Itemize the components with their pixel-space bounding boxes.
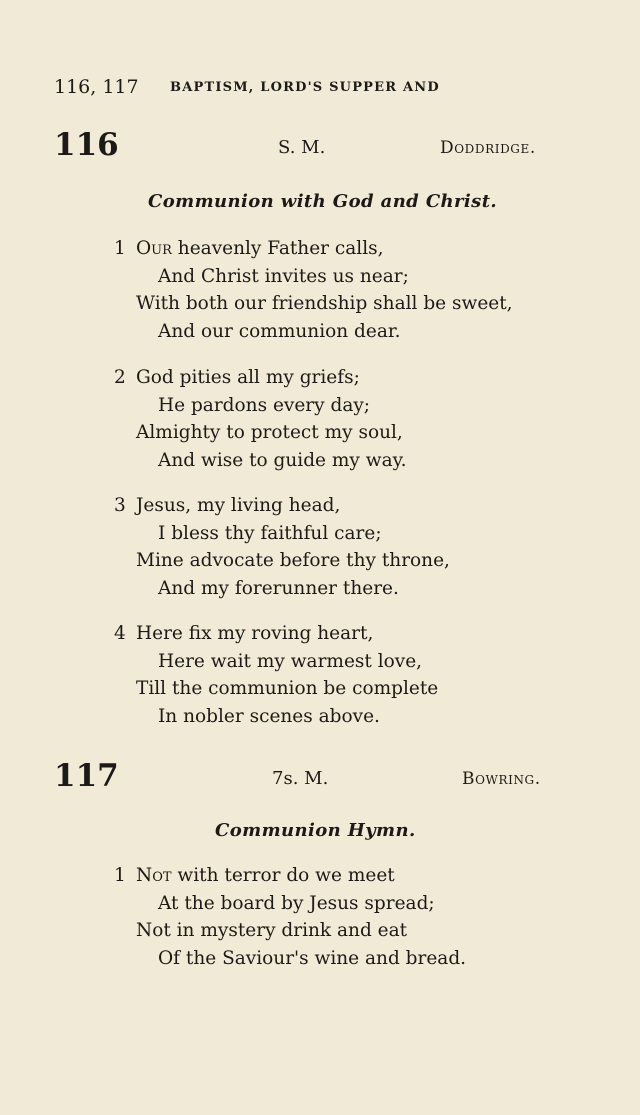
verse-line: At the board by Jesus spread; — [158, 892, 435, 914]
verse-number: 2 — [114, 367, 126, 388]
hymn-number: 116 — [54, 127, 119, 163]
verse-line: Till the communion be complete — [136, 678, 439, 699]
verse — [114, 492, 450, 602]
verse-first-word: Our — [136, 238, 172, 259]
verse-line: Not in mystery drink and eat — [136, 920, 408, 941]
verse-number: 1 — [114, 238, 126, 259]
hymn-number: 117 — [54, 758, 119, 794]
page-range: 116, 117 — [54, 76, 139, 98]
verse — [114, 364, 407, 474]
hymn-meter: 7s. M. — [272, 768, 329, 789]
verse-line: And wise to guide my way. — [158, 449, 407, 471]
verse-line: Jesus, my living head, — [136, 495, 341, 516]
verse-line: And Christ invites us near; — [158, 265, 409, 287]
verse-line: I bless thy faithful care; — [158, 522, 382, 544]
verse-line: God pities all my griefs; — [136, 367, 360, 388]
verse-line: Here fix my roving heart, — [136, 623, 374, 644]
verse-number: 4 — [114, 623, 126, 644]
verse-line: In nobler scenes above. — [158, 705, 380, 727]
verse — [114, 862, 466, 972]
verse-number: 3 — [114, 495, 126, 516]
verse-line: Almighty to protect my soul, — [136, 422, 403, 443]
verse-number: 1 — [114, 865, 126, 886]
verse-line: with terror do we meet — [171, 865, 395, 886]
running-title: BAPTISM, LORD'S SUPPER AND — [170, 80, 440, 95]
hymn-author: Doddridge. — [440, 138, 536, 158]
verse-line: With both our friendship shall be sweet, — [136, 293, 513, 314]
verse — [114, 235, 513, 345]
verse-line: He pardons every day; — [158, 394, 371, 416]
verse-line: Of the Saviour's wine and bread. — [158, 947, 467, 969]
verse-first-word: Not — [136, 865, 172, 886]
hymn-title: Communion with God and Christ. — [148, 191, 498, 212]
verse-line: And our communion dear. — [158, 320, 401, 342]
verse-line: And my forerunner there. — [158, 577, 399, 599]
verse — [114, 620, 438, 730]
hymn-author: Bowring. — [462, 769, 541, 789]
verse-line: heavenly Father calls, — [171, 238, 384, 259]
verse-line: Here wait my warmest love, — [158, 650, 423, 672]
hymn-title: Communion Hymn. — [215, 820, 416, 841]
verse-line: Mine advocate before thy throne, — [136, 550, 450, 571]
hymn-meter: S. M. — [278, 137, 326, 158]
